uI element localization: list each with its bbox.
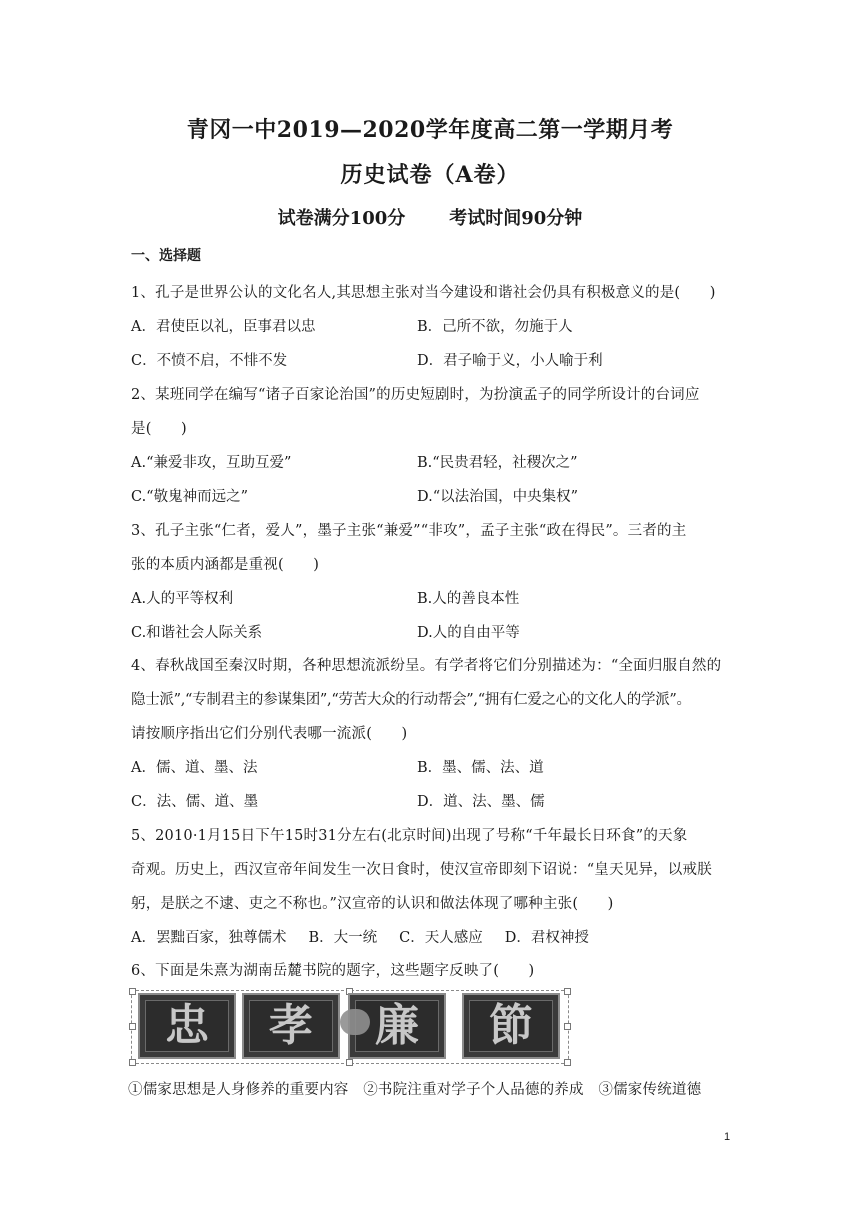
question-2-stem-line1: 2、某班同学在编写“诸子百家论治国”的历史短剧时，为扮演孟子的同学所设计的台词应 bbox=[131, 387, 700, 403]
question-1-option-a: A．君使臣以礼，臣事君以忠 bbox=[131, 319, 316, 335]
question-2-option-c: C.“敬鬼神而远之” bbox=[131, 489, 249, 505]
question-5-option-c: C．天人感应 bbox=[399, 930, 483, 946]
question-3-option-c: C.和谐社会人际关系 bbox=[131, 625, 263, 641]
question-4-stem-line3: 请按顺序指出它们分别代表哪一流派( ) bbox=[131, 726, 408, 742]
question-4-option-b: B．墨、儒、法、道 bbox=[417, 760, 544, 776]
question-5-stem-line2: 奇观。历史上，西汉宣帝年间发生一次日食时，使汉宣帝即刻下诏说：“皇天见异，以戒朕 bbox=[131, 862, 712, 878]
question-6-stem: 6、下面是朱熹为湖南岳麓书院的题字，这些题字反映了( ) bbox=[131, 963, 535, 979]
resize-handle-bottom-left bbox=[129, 1059, 136, 1066]
calligraphy-tile-4 bbox=[462, 993, 560, 1059]
question-5-option-d: D．君权神授 bbox=[504, 930, 589, 946]
resize-handle-top-right bbox=[564, 988, 571, 995]
question-4-stem-line1: 4、春秋战国至秦汉时期，各种思想流派纷呈。有学者将它们分别描述为：“全面归服自然的 bbox=[131, 658, 722, 674]
question-1-option-b: B．己所不欲，勿施于人 bbox=[417, 319, 573, 335]
calligraphy-char-1: 忠 bbox=[165, 1000, 209, 1051]
question-5-options bbox=[131, 926, 611, 947]
question-2-option-b: B.“民贵君轻，社稷次之” bbox=[417, 455, 578, 471]
calligraphy-tile-2 bbox=[242, 993, 340, 1059]
resize-handle-middle-right bbox=[564, 1023, 571, 1030]
resize-handle-middle-left bbox=[129, 1023, 136, 1030]
question-4-option-d: D．道、法、墨、儒 bbox=[417, 794, 545, 810]
calligraphy-char-2: 孝 bbox=[269, 1000, 313, 1051]
question-5-option-b: B．大一统 bbox=[308, 930, 378, 946]
calligraphy-char-3: 廉 bbox=[375, 1000, 419, 1051]
question-4-stem-line2: 隐士派”,“专制君主的参谋集团”,“劳苦大众的行动帮会”,“拥有仁爱之心的文化人的学派”。 bbox=[131, 692, 691, 708]
question-5-stem-line3: 躬，是朕之不逮、吏之不称也。”汉宣帝的认识和做法体现了哪种主张( ) bbox=[131, 896, 614, 912]
question-3-stem-line1: 3、孔子主张“仁者，爱人”，墨子主张“兼爱”“非攻”，孟子主张“政在得民”。三者的主 bbox=[131, 523, 687, 539]
calligraphy-image bbox=[131, 990, 569, 1064]
section-title: 一、选择题 bbox=[131, 248, 201, 264]
question-3-stem-line2: 张的本质内涵都是重视( ) bbox=[131, 557, 320, 573]
exam-info bbox=[0, 204, 860, 230]
image-smudge bbox=[340, 1009, 370, 1035]
question-1-stem: 1、孔子是世界公认的文化名人,其思想主张对当今建设和谐社会仍具有积极意义的是( ) bbox=[131, 285, 716, 301]
exam-subtitle: 历史试卷（A卷） bbox=[340, 162, 520, 188]
resize-handle-bottom-right bbox=[564, 1059, 571, 1066]
resize-handle-bottom-middle bbox=[346, 1059, 353, 1066]
question-5-stem-line1: 5、2010·1月15日下午15时31分左右(北京时间)出现了号称“千年最长日环食”的天象 bbox=[131, 828, 688, 844]
time-info: 考试时间90分钟 bbox=[449, 208, 583, 229]
score-info: 试卷满分100分 bbox=[277, 208, 406, 229]
calligraphy-char-4: 節 bbox=[489, 1000, 533, 1051]
question-1-option-c: C．不愤不启，不悱不发 bbox=[131, 353, 288, 369]
question-3-option-b: B.人的善良本性 bbox=[417, 591, 520, 607]
question-4-option-c: C．法、儒、道、墨 bbox=[131, 794, 259, 810]
exam-title: 青冈一中2019—2020学年度高二第一学期月考 bbox=[186, 117, 674, 143]
question-2-option-d: D.“以法治国，中央集权” bbox=[417, 489, 579, 505]
question-3-option-a: A.人的平等权利 bbox=[131, 591, 234, 607]
question-1-option-d: D．君子喻于义，小人喻于利 bbox=[417, 353, 603, 369]
question-2-option-a: A.“兼爱非攻，互助互爱” bbox=[131, 455, 292, 471]
resize-handle-top-left bbox=[129, 988, 136, 995]
question-4-option-a: A．儒、道、墨、法 bbox=[131, 760, 258, 776]
question-3-option-d: D.人的自由平等 bbox=[417, 625, 520, 641]
question-5-option-a: A．罢黜百家，独尊儒术 bbox=[131, 930, 287, 946]
calligraphy-tile-1 bbox=[138, 993, 236, 1059]
question-2-stem-line2: 是( ) bbox=[131, 421, 187, 437]
page-number: 1 bbox=[724, 1131, 731, 1143]
question-6-statements: ①儒家思想是人身修养的重要内容 ②书院注重对学子个人品德的养成 ③儒家传统道德 bbox=[128, 1082, 702, 1098]
